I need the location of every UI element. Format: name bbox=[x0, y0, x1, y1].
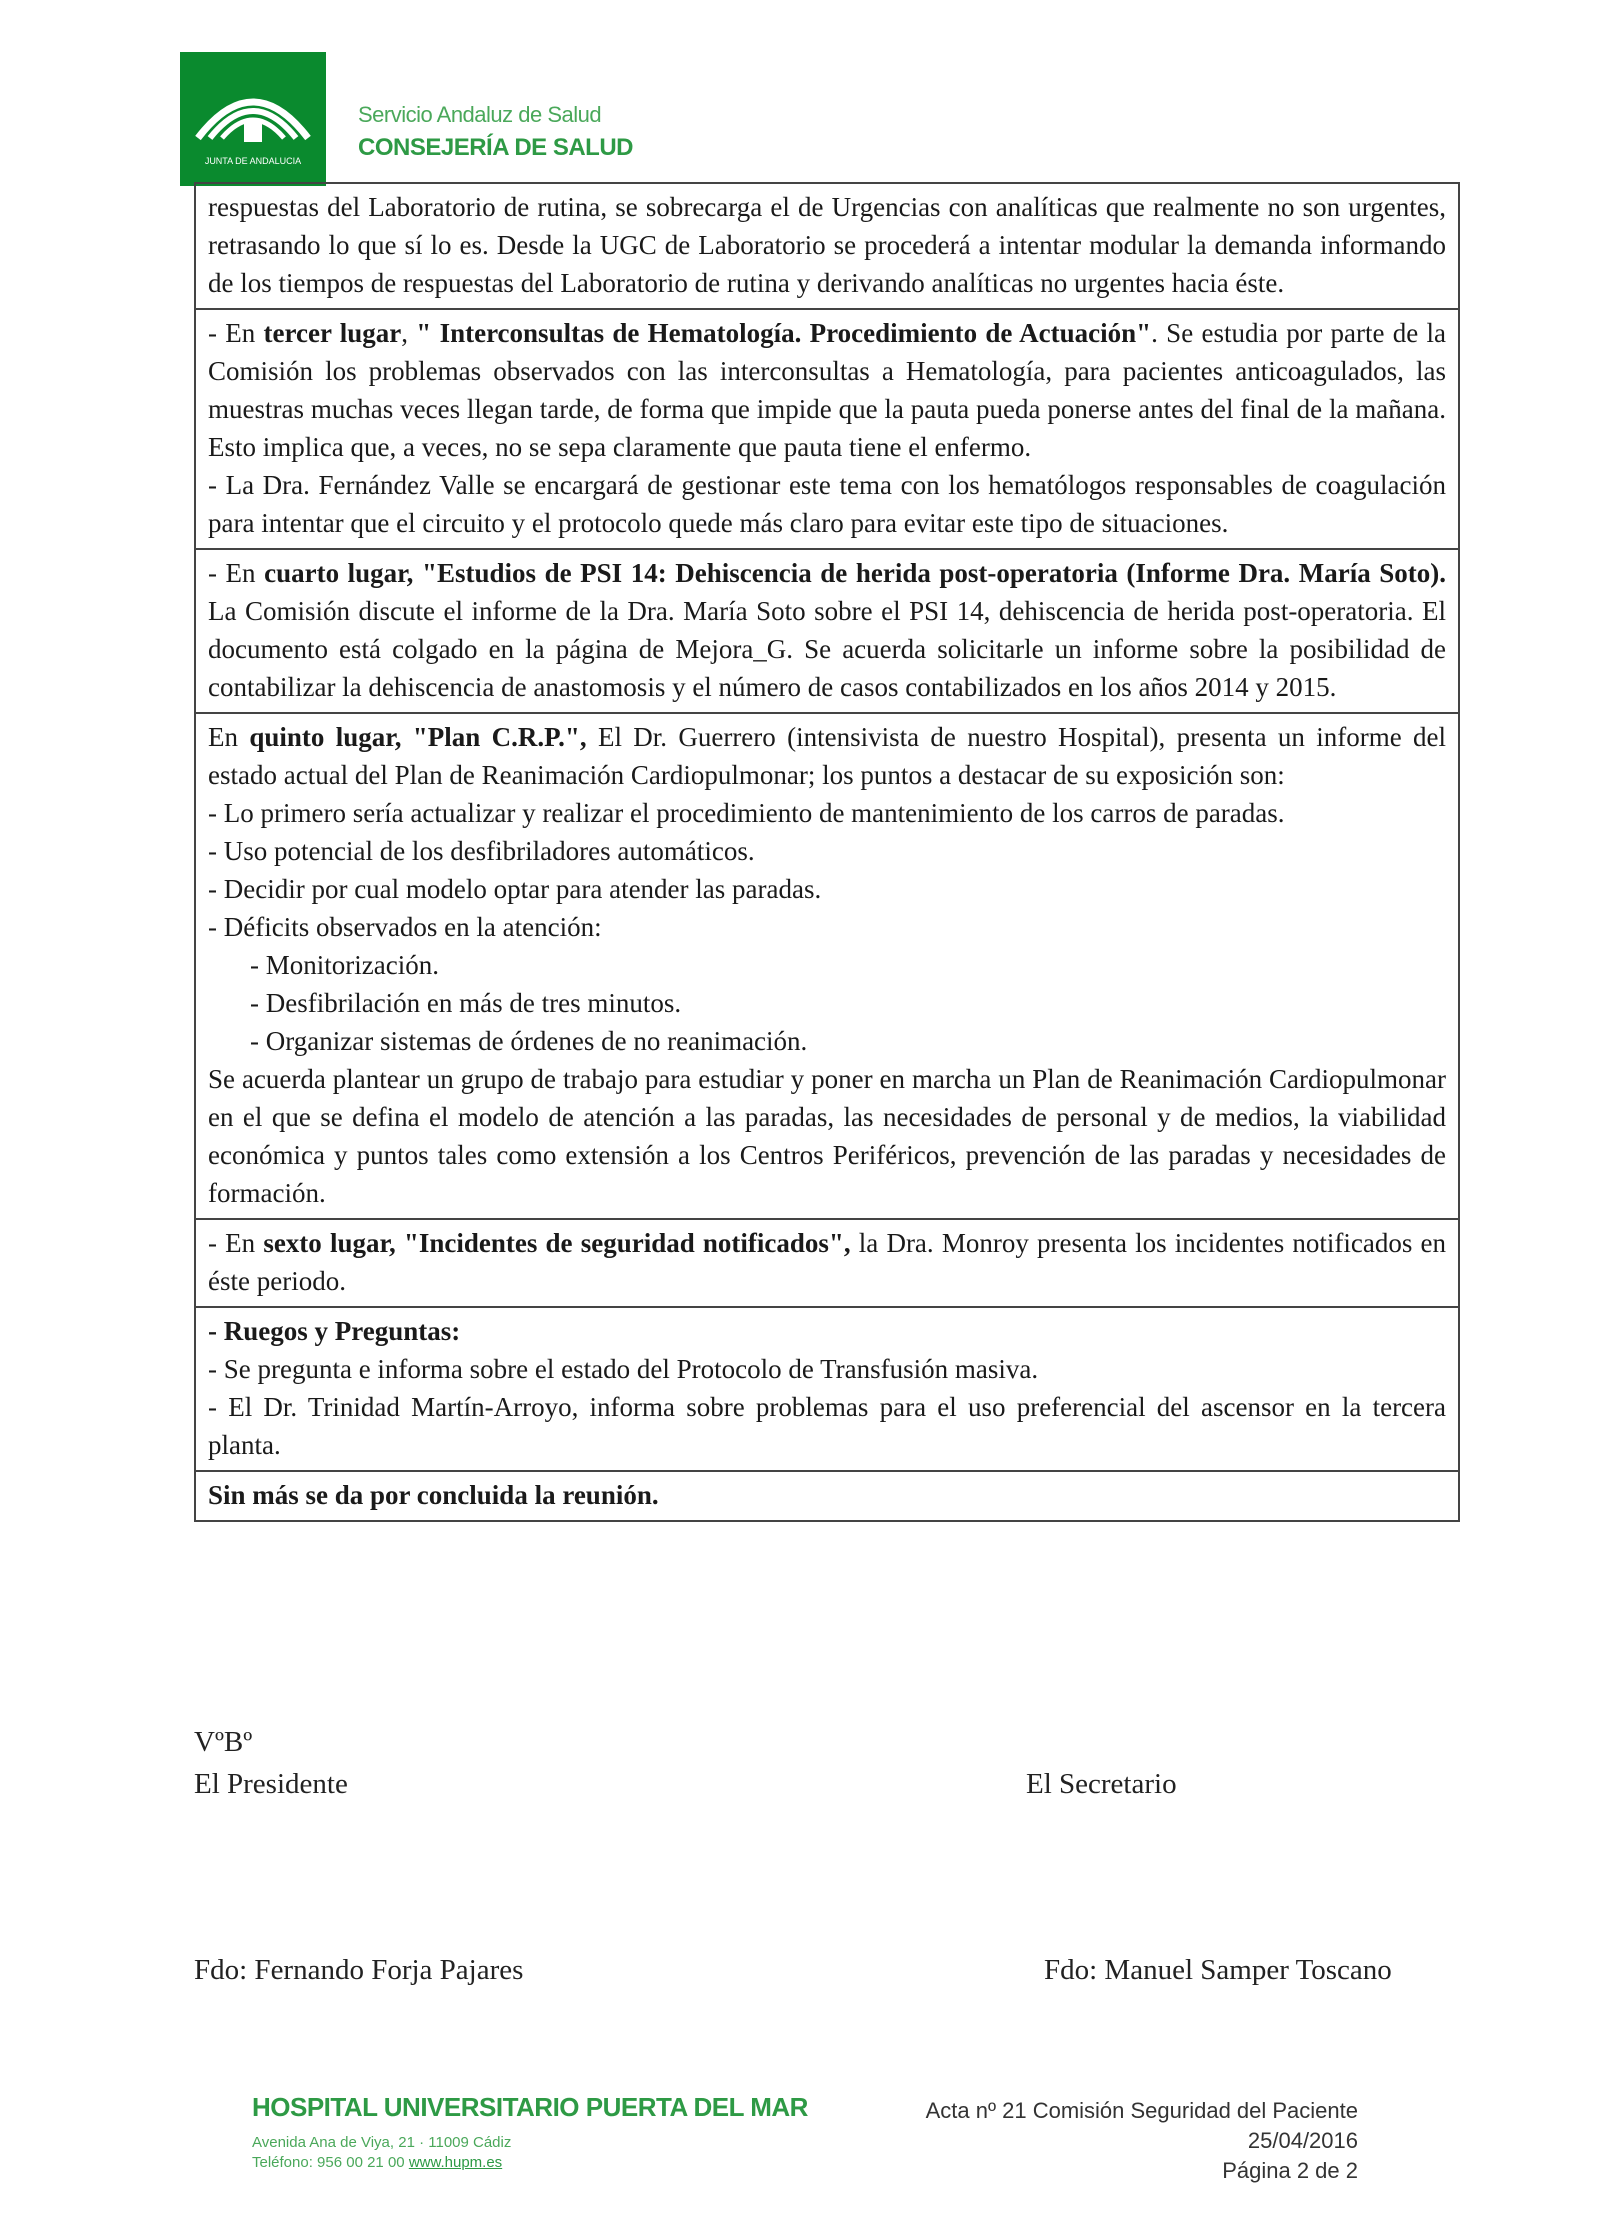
junta-andalucia-logo bbox=[180, 52, 326, 186]
text-run: En bbox=[208, 722, 250, 752]
minutes-paragraph bbox=[208, 1476, 1446, 1514]
website-link[interactable]: www.hupm.es bbox=[408, 2154, 503, 2171]
doc-date: 25/04/2016 bbox=[1247, 2128, 1358, 2153]
vb-label: VºBº bbox=[194, 1726, 253, 1758]
text-run: Se acuerda plantear un grupo de trabajo para estudiar y poner en marcha un Plan de Reanimación Cardiopulmonar en el que se defina el modelo de atención a las paradas, las necesidades de personal y de medios, la viabilidad económica y puntos tales como extensión a los Centros Periféricos, prevención de las paradas y necesidades de formación. bbox=[208, 1064, 1446, 1208]
text-run: respuestas del Laboratorio de rutina, se sobrecarga el de Urgencias con analíticas que realmente no son urgentes, retrasando lo que sí lo es. Desde la UGC de Laboratorio se procederá a intentar modular la demanda informando de los tiempos de respuestas del Laboratorio de rutina y derivando analíticas no urgentes hacia éste. bbox=[208, 192, 1446, 298]
minutes-paragraph bbox=[208, 1388, 1446, 1464]
logo-caption: JUNTA DE ANDALUCIA bbox=[204, 156, 302, 166]
bold-text: sexto lugar, "Incidentes de seguridad notificados", bbox=[263, 1228, 851, 1258]
text-run: - En bbox=[208, 1228, 264, 1258]
hospital-address bbox=[252, 2133, 808, 2173]
text-run: , bbox=[401, 318, 417, 348]
text-run: - La Dra. Fernández Valle se encargará de gestionar este tema con los hematólogos responsables de coagulación para intentar que el circuito y el protocolo quede más claro para evitar este tipo de situaciones. bbox=[208, 470, 1446, 538]
minutes-block bbox=[194, 1308, 1460, 1472]
bold-text: cuarto lugar, "Estudios de PSI 14: Dehiscencia de herida post-operatoria (Informe Dra. María Soto). bbox=[264, 558, 1447, 588]
minutes-block bbox=[194, 714, 1460, 1220]
minutes-paragraph bbox=[208, 870, 1446, 908]
text-run: - En bbox=[208, 558, 265, 588]
bold-text: - Ruegos y Preguntas: bbox=[208, 1316, 461, 1346]
minutes-paragraph bbox=[208, 984, 1446, 1022]
text-run: - Lo primero sería actualizar y realizar el procedimiento de mantenimiento de los carros de paradas. bbox=[208, 798, 1285, 828]
minutes-paragraph bbox=[208, 946, 1446, 984]
address-line: Avenida Ana de Viya, 21 · 11009 Cádiz bbox=[252, 2134, 512, 2151]
minutes-paragraph bbox=[208, 188, 1446, 302]
contact-line bbox=[252, 2153, 808, 2173]
minutes-paragraph bbox=[208, 718, 1446, 794]
doc-title: Acta nº 21 Comisión Seguridad del Paciente bbox=[925, 2098, 1358, 2123]
hospital-footer bbox=[252, 2092, 808, 2173]
bold-text: Sin más se da por concluida la reunión. bbox=[208, 1480, 659, 1510]
document-reference bbox=[926, 2096, 1358, 2186]
bold-text: " Interconsultas de Hematología. Procedimiento de Actuación" bbox=[416, 318, 1152, 348]
text-run: la Dra. Monroy presenta los incidentes notificados en éste periodo. bbox=[208, 1228, 1447, 1296]
text-run: - Uso potencial de los desfibriladores automáticos. bbox=[208, 836, 755, 866]
president-signature-name: Fdo: Fernando Forja Pajares bbox=[194, 1954, 524, 1986]
minutes-paragraph bbox=[208, 1350, 1446, 1388]
text-run: La Comisión discute el informe de la Dra. María Soto sobre el PSI 14, dehiscencia de herida post-operatoria. El documento está colgado en la página de Mejora_G. Se acuerda solicitarle un informe sobre la posibilidad de contabilizar la dehiscencia de anastomosis y el número de casos contabilizados en los años 2014 y 2015. bbox=[208, 596, 1446, 702]
minutes-block bbox=[194, 550, 1460, 714]
minutes-paragraph bbox=[208, 554, 1446, 706]
text-run: - En bbox=[208, 318, 264, 348]
secretary-signature-name: Fdo: Manuel Samper Toscano bbox=[1044, 1954, 1392, 1986]
text-run: - Monitorización. bbox=[250, 950, 439, 980]
hospital-name: HOSPITAL UNIVERSITARIO PUERTA DEL MAR bbox=[252, 2092, 808, 2122]
text-run: - Decidir por cual modelo optar para atender las paradas. bbox=[208, 874, 822, 904]
org-name-line2: CONSEJERÍA DE SALUD bbox=[358, 134, 633, 161]
minutes-table bbox=[194, 182, 1460, 1522]
president-title: El Presidente bbox=[194, 1768, 348, 1800]
page-number: Página 2 de 2 bbox=[1222, 2158, 1358, 2183]
minutes-paragraph bbox=[208, 466, 1446, 542]
minutes-paragraph bbox=[208, 314, 1446, 466]
minutes-paragraph bbox=[208, 1022, 1446, 1060]
minutes-block bbox=[194, 1472, 1460, 1522]
minutes-block bbox=[194, 1220, 1460, 1308]
phone-text: Teléfono: 956 00 21 00 bbox=[252, 2154, 405, 2171]
bold-text: tercer lugar bbox=[263, 318, 402, 348]
minutes-paragraph bbox=[208, 1060, 1446, 1212]
text-run: - Organizar sistemas de órdenes de no reanimación. bbox=[250, 1026, 808, 1056]
bold-text: quinto lugar, "Plan C.R.P.", bbox=[249, 722, 587, 752]
text-run: - Se pregunta e informa sobre el estado del Protocolo de Transfusión masiva. bbox=[208, 1354, 1039, 1384]
text-run: . Se estudia por parte de la Comisión los problemas observados con las interconsultas a Hematología, para pacientes anticoagulados, las muestras muchas veces llegan tarde, de forma que impide que la pauta pueda ponerse antes del final de la mañana. Esto implica que, a veces, no se sepa claramente que pauta tiene el enfermo. bbox=[208, 318, 1446, 462]
minutes-block bbox=[194, 310, 1460, 550]
minutes-paragraph bbox=[208, 1224, 1446, 1300]
secretary-title: El Secretario bbox=[1026, 1768, 1177, 1800]
minutes-paragraph bbox=[208, 832, 1446, 870]
text-run: El Dr. Guerrero (intensivista de nuestro Hospital), presenta un informe del estado actual del Plan de Reanimación Cardiopulmonar; los puntos a destacar de su exposición son: bbox=[208, 722, 1446, 790]
minutes-paragraph bbox=[208, 908, 1446, 946]
minutes-block bbox=[194, 182, 1460, 310]
text-run: - El Dr. Trinidad Martín-Arroyo, informa sobre problemas para el uso preferencial del ascensor en la tercera planta. bbox=[208, 1392, 1446, 1460]
text-run: - Déficits observados en la atención: bbox=[208, 912, 602, 942]
organization-brand bbox=[358, 102, 633, 162]
org-name-line1: Servicio Andaluz de Salud bbox=[358, 102, 602, 127]
minutes-paragraph bbox=[208, 1312, 1446, 1350]
minutes-paragraph bbox=[208, 794, 1446, 832]
text-run: - Desfibrilación en más de tres minutos. bbox=[250, 988, 682, 1018]
logo-arch-icon bbox=[180, 52, 326, 186]
document-header bbox=[180, 46, 633, 186]
